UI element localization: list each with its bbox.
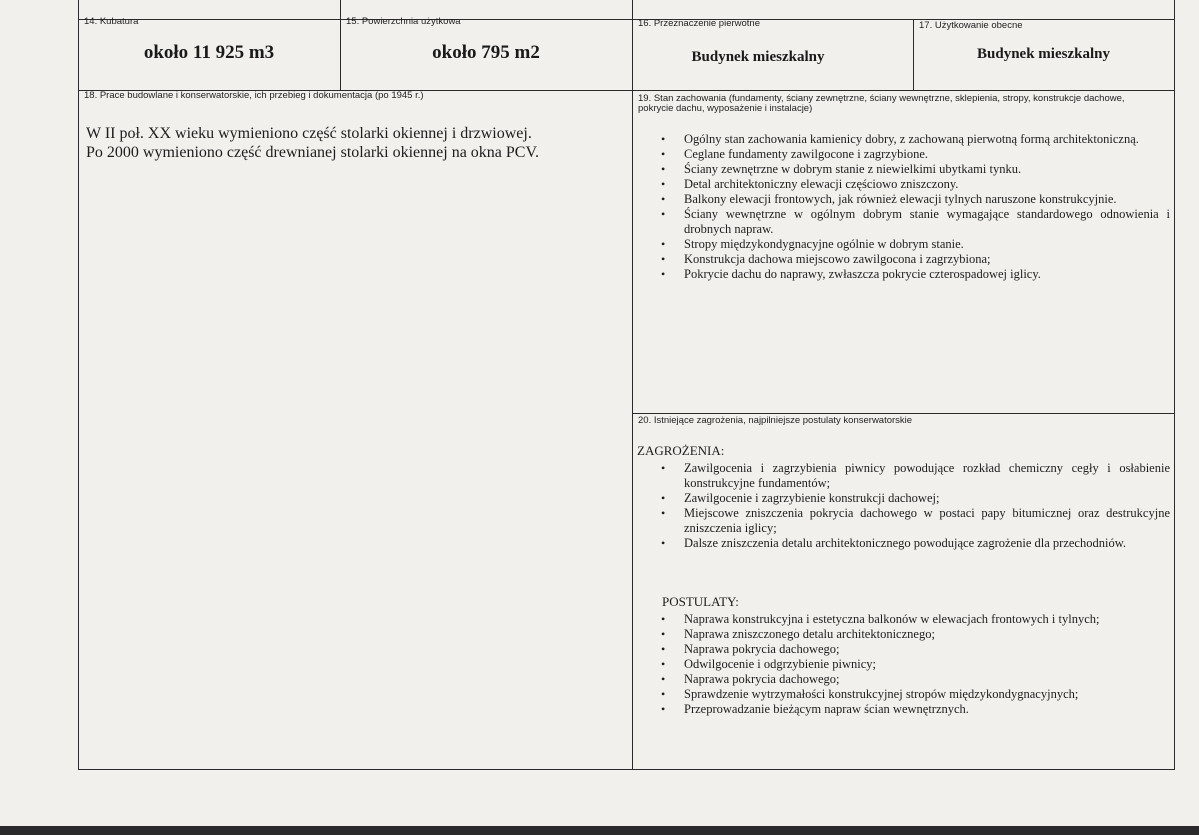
bullet-icon: •: [661, 461, 666, 475]
list-item: • Dalsze zniszczenia detalu architektonicznego powodujące zagrożenie dla przechodniów.: [661, 536, 1127, 550]
field-14-label: 14. Kubatura: [84, 16, 139, 27]
list-item: • Ogólny stan zachowania kamienicy dobry, z zachowaną pierwotną formą architektoniczną.: [661, 132, 1139, 146]
bullet-icon: •: [661, 162, 666, 176]
border-line: [78, 769, 1175, 770]
border-line: [632, 413, 1175, 414]
bullet-icon: •: [661, 147, 666, 161]
bullet-icon: •: [661, 192, 666, 206]
field-16-value: Budynek mieszkalny: [691, 49, 825, 65]
list-item: • Naprawa pokrycia dachowego;: [661, 672, 840, 686]
field-17-label: 17. Użytkowanie obecne: [919, 20, 1023, 31]
bullet-icon: •: [661, 237, 666, 251]
threats-list: [658, 461, 1170, 551]
list-item: • Sprawdzenie wytrzymałości konstrukcyjnej stropów międzykondygnacyjnych;: [661, 687, 1079, 701]
border-line: [1174, 0, 1175, 770]
field-16-label: 16. Przeznaczenie pierwotne: [638, 18, 760, 29]
field-18-text: [86, 124, 539, 162]
bullet-icon: •: [661, 687, 666, 701]
list-item: • Miejscowe zniszczenia pokrycia dachowego w postaci papy bitumicznej oraz destrukcyjne zniszczenia iglicy;: [661, 506, 1170, 535]
list-item: • Pokrycie dachu do naprawy, zwłaszcza pokrycie czterospadowej iglicy.: [661, 267, 1041, 281]
bullet-icon: •: [661, 536, 666, 550]
border-line: [78, 0, 79, 770]
field-15-label: 15. Powierzchnia użytkowa: [346, 16, 461, 27]
postulates-heading: POSTULATY:: [662, 594, 739, 609]
list-item: • Odwilgocenie i odgrzybienie piwnicy;: [661, 657, 876, 671]
list-item: • Zawilgocenie i zagrzybienie konstrukcji dachowej;: [661, 491, 940, 505]
bullet-icon: •: [661, 132, 666, 146]
field-18-label: 18. Prace budowlane i konserwatorskie, ich przebieg i dokumentacja (po 1945 r.): [84, 90, 424, 101]
bullet-icon: •: [661, 506, 666, 520]
field-20-label: 20. Istniejące zagrożenia, najpilniejsze postulaty konserwatorskie: [638, 415, 913, 426]
list-item: • Naprawa zniszczonego detalu architektonicznego;: [661, 627, 935, 641]
list-item: • Zawilgocenia i zagrzybienia piwnicy powodujące rozkład chemiczny cegły i osłabienie konstrukcyjne fundamentów;: [661, 461, 1170, 490]
bullet-icon: •: [661, 267, 666, 281]
list-item: • Ściany wewnętrzne w ogólnym dobrym stanie wymagające standardowego odnowienia i drobnych napraw.: [661, 207, 1170, 236]
field-17-value: Budynek mieszkalny: [977, 46, 1110, 62]
list-item: • Konstrukcja dachowa miejscowo zawilgocona i zagrzybiona;: [661, 252, 991, 266]
list-item: • Ceglane fundamenty zawilgocone i zagrzybione.: [661, 147, 929, 161]
field-18-line: Po 2000 wymieniono część drewnianej stolarki okiennej na okna PCV.: [86, 144, 539, 161]
bullet-icon: •: [661, 657, 666, 671]
list-item: • Naprawa konstrukcyjna i estetyczna balkonów w elewacjach frontowych i tylnych;: [661, 612, 1100, 626]
field-14-value: około 11 925 m3: [143, 42, 275, 63]
field-15-value: około 795 m2: [432, 42, 540, 63]
list-item: • Balkony elewacji frontowych, jak również elewacji tylnych naruszone konstrukcyjnie.: [661, 192, 1117, 206]
postulates-list: [658, 612, 1170, 717]
bullet-icon: •: [661, 491, 666, 505]
list-item: • Stropy międzykondygnacyjne ogólnie w dobrym stanie.: [661, 237, 964, 251]
bullet-icon: •: [661, 207, 666, 221]
bullet-icon: •: [661, 672, 666, 686]
field-19-label: 19. Stan zachowania (fundamenty, ściany zewnętrzne, ściany wewnętrzne, sklepienia, stropy, konstrukcje dachowe, pokrycie dachu, wyposażenie i instalacje): [638, 93, 1125, 114]
field-19-list: [658, 132, 1170, 282]
border-line: [632, 0, 633, 770]
threats-heading: ZAGROŻENIA:: [637, 443, 725, 458]
list-item: • Naprawa pokrycia dachowego;: [661, 642, 840, 656]
bullet-icon: •: [661, 627, 666, 641]
bullet-icon: •: [661, 177, 666, 191]
scan-edge: [0, 826, 1199, 835]
list-item: • Przeprowadzanie bieżącym napraw ścian wewnętrznych.: [661, 702, 969, 716]
bullet-icon: •: [661, 252, 666, 266]
bullet-icon: •: [661, 702, 666, 716]
bullet-icon: •: [661, 642, 666, 656]
field-18-line: W II poł. XX wieku wymieniono część stolarki okiennej i drzwiowej.: [86, 125, 532, 142]
list-item: • Ściany zewnętrzne w dobrym stanie z niewielkimi ubytkami tynku.: [661, 162, 1022, 176]
list-item: • Detal architektoniczny elewacji częściowo zniszczony.: [661, 177, 959, 191]
bullet-icon: •: [661, 612, 666, 626]
